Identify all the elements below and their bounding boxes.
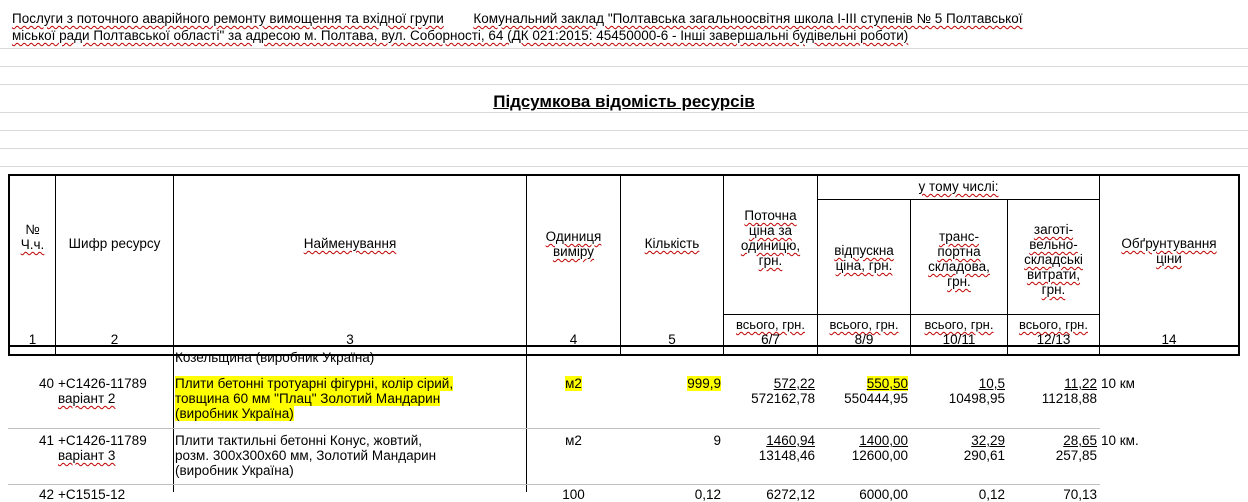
col-header-including: у тому числі: — [918, 179, 999, 194]
row-procurement: 28,65 257,85 — [1055, 433, 1097, 463]
col-header-justification: Обґрунтування ціни — [1121, 236, 1217, 266]
organization-name: Комунальний заклад "Полтавська загальноосвітня школа І-ІІІ ступенів № 5 Полтавської — [473, 11, 1023, 26]
row-code: +С1426-11789 варіант 3 — [58, 433, 147, 463]
header-line-2: міської ради Полтавської області" за адресою м. Полтава, вул. Соборності, 64 (ДК 021:2015: 45450000-6 - Інші завершальні будівельні роботи) — [12, 28, 909, 43]
row-price: 572,22 572162,78 — [751, 376, 815, 406]
col-header-procurement: заготі- вельно- складські витрати, грн. — [1024, 222, 1083, 297]
row-unit: м2 — [565, 433, 582, 448]
row-release: 1400,00 12600,00 — [851, 433, 908, 463]
col-header-num: № Ч.ч. — [20, 222, 45, 252]
col-number-1: 1 — [28, 332, 37, 347]
row-procurement: 11,22 11218,88 — [1041, 376, 1097, 406]
col-number-9: 12/13 — [1036, 332, 1071, 347]
col-header-name: Найменування — [303, 236, 397, 251]
total-label-procurement: всього, грн. — [1019, 317, 1088, 332]
total-label-transport: всього, грн. — [924, 317, 994, 332]
row-justification: 10 км. — [1101, 433, 1139, 448]
total-label-release: всього, грн. — [829, 317, 899, 332]
col-number-10: 14 — [1161, 332, 1177, 347]
row-name: Плити бетонні тротуарні фігурні, колір сірий, товщина 60 мм "Плац" Золотий Мандарин (виробник Україна) — [175, 376, 454, 421]
col-number-7: 8/9 — [854, 332, 874, 347]
col-header-release-price: відпускна ціна, грн. — [834, 243, 894, 273]
row-name: Плити тактильні бетонні Конус, жовтий, розм. 300х300х60 мм, Золотий Мандарин (виробник Україна) — [175, 433, 437, 478]
col-number-8: 10/11 — [942, 332, 976, 347]
row-qty: 9 — [713, 433, 721, 448]
col-number-4: 4 — [569, 332, 578, 347]
col-number-5: 5 — [668, 332, 676, 347]
col-number-6: 6/7 — [761, 332, 780, 347]
col-header-qty: Кількість — [644, 236, 700, 251]
row-qty: 999,9 — [687, 376, 721, 391]
row-code: +С1426-11789 варіант 2 — [58, 376, 147, 406]
row-price: 1460,94 13148,46 — [758, 433, 815, 463]
col-header-transport: транс- портна складова, грн. — [928, 229, 990, 289]
partial-row-bottom: 42 +С1515-12 100 0,12 6272,12 6000,00 0,12 70,13 — [38, 487, 1097, 502]
row-transport: 10,5 10498,95 — [948, 376, 1005, 406]
row-unit: м2 — [565, 376, 582, 391]
total-label-price: всього, грн. — [736, 317, 805, 332]
col-header-price: Поточна ціна за одиницю, грн. — [740, 208, 801, 268]
col-header-unit: Одиниця виміру — [545, 229, 602, 259]
row-release: 550,50 550444,95 — [844, 376, 908, 406]
partial-row-top: Козельщина (виробник Україна) — [175, 350, 375, 365]
row-num: 40 — [38, 376, 54, 391]
row-transport: 32,29 290,61 — [963, 433, 1005, 463]
row-num: 41 — [38, 433, 54, 448]
row-justification: 10 км — [1101, 376, 1135, 391]
document-title: Підсумкова відомість ресурсів — [493, 92, 755, 111]
col-number-2: 2 — [110, 332, 119, 347]
service-description: Послуги з поточного аварійного ремонту вимощення та вхідної групи — [12, 11, 444, 26]
col-header-code: Шифр ресурсу — [68, 236, 161, 251]
col-number-3: 3 — [346, 332, 354, 347]
header-line-1 — [12, 11, 1023, 26]
